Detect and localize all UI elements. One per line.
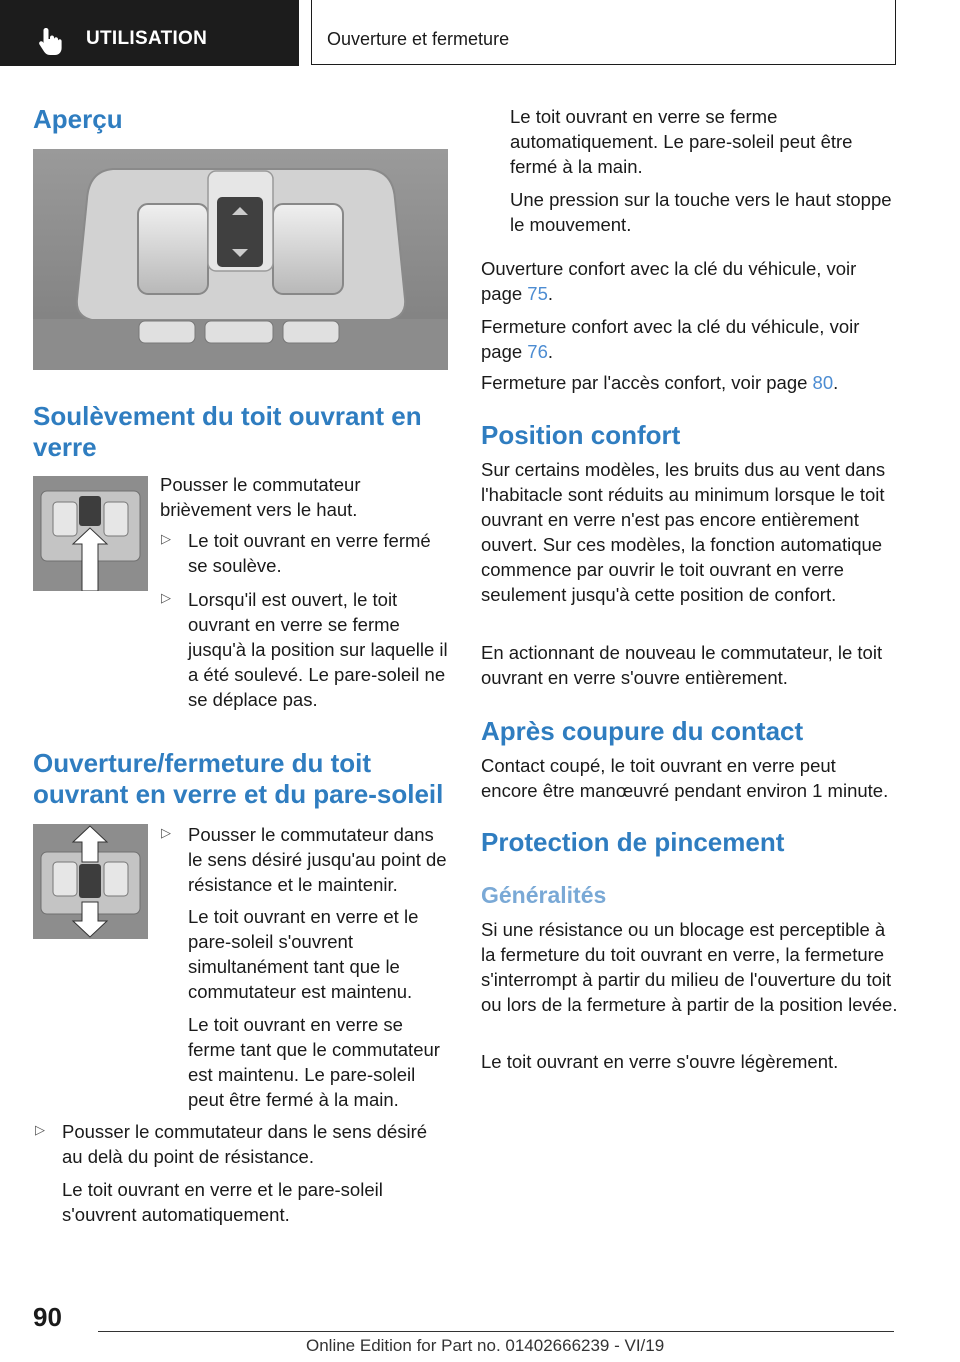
ref-comfort-open: Ouverture confort avec la clé du véhicule, voir page 75.	[481, 258, 857, 304]
bullet-icon: ▷	[161, 531, 171, 546]
open-bullet-1-p2: Le toit ouvrant en verre et le pare-soleil s'ouvrent simultanément tant que le commutateur est maintenu.	[188, 906, 419, 1002]
page-title-box	[311, 0, 896, 65]
page-link-80[interactable]: 80	[812, 372, 834, 393]
auto-close-text: Le toit ouvrant en verre se ferme automatiquement. Le pare-soleil peut être fermé à la main.	[510, 106, 853, 177]
edition-text: Online Edition for Part no. 01402666239 - VI/19	[306, 1336, 665, 1355]
hand-pointer-icon	[38, 26, 64, 56]
open-bullet-2: Pousser le commutateur dans le sens désiré au delà du point de résistance.	[62, 1121, 428, 1167]
open-bullet-1-p3: Le toit ouvrant en verre se ferme tant que le commutateur est maintenu. Le pare-soleil peut être fermé à la main.	[188, 1014, 440, 1110]
bullet-icon: ▷	[161, 590, 171, 605]
open-bullet-1: Pousser le commutateur dans le sens désiré jusqu'au point de résistance et le maintenir.	[188, 824, 447, 895]
heading-position-confort: Position confort	[481, 420, 681, 450]
heading-apercu: Aperçu	[33, 104, 123, 134]
ref-comfort-close: Fermeture confort avec la clé du véhicule, voir page 76.	[481, 316, 860, 362]
ref-comfort-access: Fermeture par l'accès confort, voir page 80.	[481, 372, 839, 393]
general-text: Si une résistance ou un blocage est perceptible à la fermeture du toit ouvrant en verre, la fermeture s'interrompt à partir du milieu de l'ouverture du toit ou lors de la fermeture à partir de la position levée.	[481, 919, 898, 1015]
section-tab[interactable]	[0, 0, 299, 66]
heading-open-close: Ouverture/fermeture du toit ouvrant en verre et du pare-soleil	[33, 748, 444, 809]
stop-text: Une pression sur la touche vers le haut stoppe le mouvement.	[510, 189, 892, 235]
lift-switch-photo	[33, 476, 148, 591]
bullet-icon: ▷	[161, 825, 171, 840]
lift-bullet-2: Lorsqu'il est ouvert, le toit ouvrant en verre se ferme jusqu'à la position sur laquelle il a été soulevé. Le pare-soleil ne se déplace pas.	[188, 589, 448, 710]
heading-lift: Soulèvement du toit ouvrant en verre	[33, 401, 422, 462]
heading-pinch-protection: Protection de pincement	[481, 827, 785, 857]
page-link-75[interactable]: 75	[527, 283, 548, 304]
page-number: 90	[33, 1302, 62, 1332]
open-bullet-2-p2: Le toit ouvrant en verre et le pare-soleil s'ouvrent automatiquement.	[62, 1179, 383, 1225]
open-close-switch-photo	[33, 824, 148, 939]
section-label: UTILISATION	[86, 28, 208, 49]
after-ignition-text: Contact coupé, le toit ouvrant en verre peut encore être manœuvré pendant environ 1 minute.	[481, 755, 889, 801]
footer-divider	[98, 1331, 894, 1332]
general-text-2: Le toit ouvrant en verre s'ouvre légèrement.	[481, 1051, 839, 1072]
position-confort-text: Sur certains modèles, les bruits dus au vent dans l'habitacle sont réduits au minimum lorsque le toit ouvrant en verre n'est pas encore entièrement ouvert. Sur ces modèles, la fonction automatique commence par ouvrir le toit ouvrant en verre seulement jusqu'à cette position de confort.	[481, 459, 886, 605]
page-title: Ouverture et fermeture	[327, 29, 510, 49]
reopen-text: En actionnant de nouveau le commutateur, le toit ouvrant en verre s'ouvre entièrement.	[481, 642, 883, 688]
overview-photo	[33, 149, 448, 370]
bullet-icon: ▷	[35, 1122, 45, 1137]
heading-after-ignition: Après coupure du contact	[481, 716, 804, 746]
lift-bullet-1: Le toit ouvrant en verre fermé se soulève.	[188, 530, 431, 576]
page-link-76[interactable]: 76	[527, 341, 548, 362]
heading-general: Généralités	[481, 882, 607, 908]
lift-intro: Pousser le commutateur brièvement vers le haut.	[160, 474, 361, 520]
